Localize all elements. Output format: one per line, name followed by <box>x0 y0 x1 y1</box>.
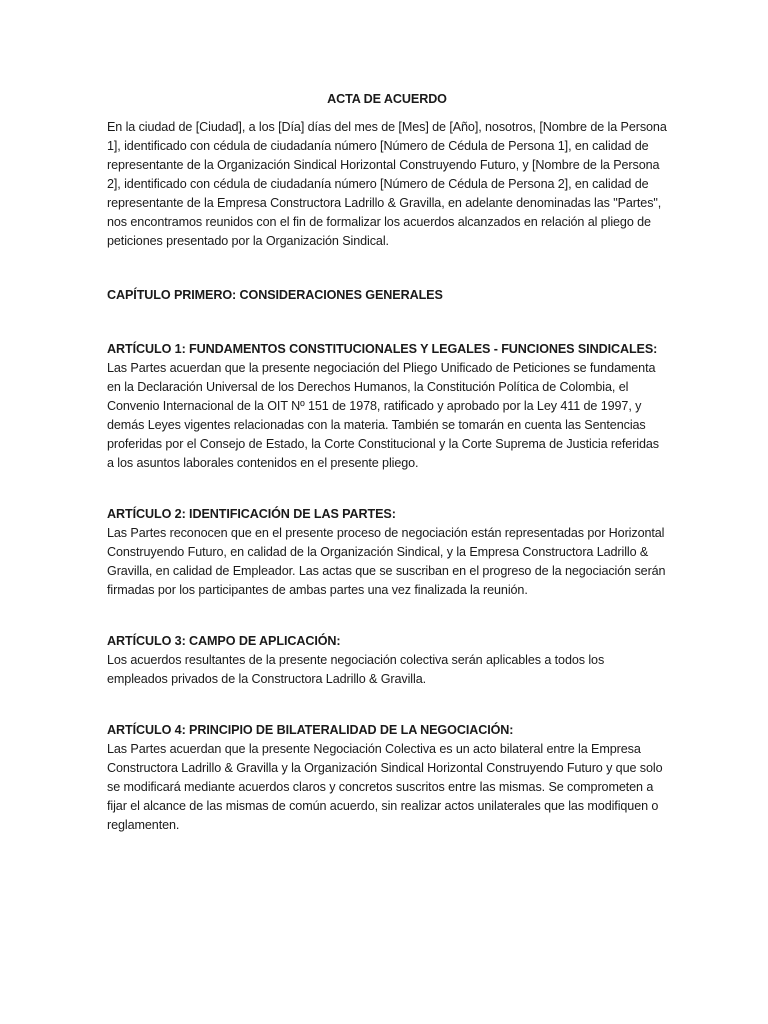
article-3-body: Los acuerdos resultantes de la presente negociación colectiva serán aplicables a todos los empleados privados de la Constructora Ladrillo & Gravilla. <box>107 653 605 686</box>
article-1-heading: ARTÍCULO 1: FUNDAMENTOS CONSTITUCIONALES Y LEGALES - FUNCIONES SINDICALES: <box>107 342 658 356</box>
intro-paragraph: En la ciudad de [Ciudad], a los [Día] días del mes de [Mes] de [Año], nosotros, [Nombre de la Persona 1], identificado con cédula de ciudadanía número [Número de Cédula de Persona 1], en calidad de representante de la Organización Sindical Horizontal Construyendo Futuro, y [Nombre de la Persona 2], identificado con cédula de ciudadanía número [Número de Cédula de Persona 2], en calidad de representante de la Empresa Constructora Ladrillo & Gravilla, en adelante denominadas las "Partes", nos encontramos reunidos con el fin de formalizar los acuerdos alcanzados en relación al pliego de peticiones presentado por la Organización Sindical. <box>107 120 667 248</box>
document-title: ACTA DE ACUERDO <box>327 92 447 106</box>
article-4-heading: ARTÍCULO 4: PRINCIPIO DE BILATERALIDAD DE LA NEGOCIACIÓN: <box>107 723 514 737</box>
article-1-body: Las Partes acuerdan que la presente negociación del Pliego Unificado de Peticiones se fundamenta en la Declaración Universal de los Derechos Humanos, la Constitución Política de Colombia, el Convenio Internacional de la OIT Nº 151 de 1978, ratificado y aprobado por la Ley 411 de 1997, y demás Leyes vigentes relacionadas con la materia. También se tomarán en cuenta las Sentencias proferidas por el Consejo de Estado, la Corte Constitucional y la Corte Suprema de Justicia referidas a los asuntos laborales contenidos en el presente pliego. <box>107 361 660 470</box>
article-3-heading: ARTÍCULO 3: CAMPO DE APLICACIÓN: <box>107 634 341 648</box>
article-4-body: Las Partes acuerdan que la presente Negociación Colectiva es un acto bilateral entre la Empresa Constructora Ladrillo & Gravilla y la Organización Sindical Horizontal Construyendo Futuro y que solo se modificará mediante acuerdos claros y concretos suscritos entre las mismas. Se comprometen a fijar el alcance de las mismas de común acuerdo, sin realizar actos unilaterales que las modifiquen o reglamenten. <box>107 742 663 832</box>
article-2-heading: ARTÍCULO 2: IDENTIFICACIÓN DE LAS PARTES: <box>107 507 396 521</box>
chapter-heading: CAPÍTULO PRIMERO: CONSIDERACIONES GENERALES <box>107 288 443 302</box>
document-body <box>107 90 667 835</box>
article-2-body: Las Partes reconocen que en el presente proceso de negociación están representadas por Horizontal Construyendo Futuro, en calidad de la Organización Sindical, y la Empresa Constructora Ladrillo & Gravilla, en calidad de Empleador. Las actas que se suscriban en el progreso de la negociación serán firmadas por los participantes de ambas partes una vez finalizada la reunión. <box>107 526 666 597</box>
